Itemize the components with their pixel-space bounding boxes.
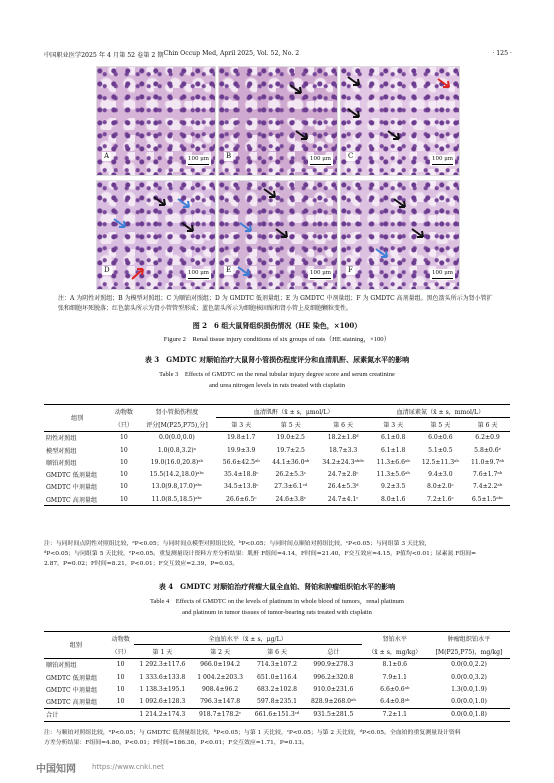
col-header-kidney-unit: （x̄ ± s，mg/kg）: [368, 648, 422, 656]
table-cell-kidney: 7.9±1.1: [382, 673, 408, 681]
table-cell-kidney: 6.4±0.8ᵃᵇ: [380, 698, 410, 706]
blue-arrow-icon: [375, 247, 391, 261]
figure-caption-cn: 图 2 6 组大鼠肾组织损伤情况（HE 染色，×100）: [192, 321, 362, 330]
table-cell-score: 19.0(16.0,20.8)ᵃᵇ: [150, 458, 203, 466]
col-header-n: 动物数: [110, 405, 137, 418]
blue-arrow-icon: [237, 265, 253, 279]
table-cell-bun3: 8.0±1.6: [371, 493, 416, 506]
table-cell-scr5: 24.6±3.8ᶜ: [266, 493, 316, 506]
table-cell-n: 10: [119, 471, 128, 479]
table-cell-d1: 1 333.6±133.8: [139, 673, 186, 681]
col-header-tumor: 肿瘤组织铂水平: [428, 632, 510, 645]
col-header-day3: 第 3 天: [231, 421, 252, 429]
running-header: [44, 50, 512, 59]
table-cell-scr3: 56.6±42.5ᵃᵇ: [222, 458, 260, 466]
table-cell-group: GMDTC 低剂量组: [46, 472, 98, 480]
table-cell-group: GMDTC 高剂量组: [44, 493, 110, 506]
table-cell-group: 阴性对照组: [44, 431, 110, 444]
table-cell-bun5: 5.1±0.5: [428, 446, 453, 454]
table-cell-d6: 714.3±107.2: [249, 658, 305, 671]
table-cell-kidney: 8.1±0.6: [362, 658, 428, 671]
table-cell-scr5: 19.0±2.5: [266, 431, 316, 444]
table-cell-scr3: 19.8±1.7: [216, 431, 266, 444]
red-arrow-icon: [131, 267, 147, 281]
table-cell-bun6: 6.2±0.9: [465, 431, 510, 444]
journal-name-cn: 中国职业医学: [44, 52, 82, 59]
table-cell-bun5: 6.0±0.6: [416, 431, 466, 444]
col-header-day2: 第 2 天: [210, 648, 231, 656]
figure-2-micrographs: [96, 66, 460, 290]
table-cell-score: 0.0(0.0,0.0): [137, 431, 216, 444]
issue-info-cn: 2025 年 4 月第 52 卷第 2 期: [81, 52, 164, 59]
table-cell-scr5: 26.2±5.3ᶜ: [275, 471, 306, 479]
black-arrow-icon: [393, 197, 409, 211]
col-header-n-unit: （只）: [111, 648, 130, 656]
black-arrow-icon: [387, 129, 403, 143]
table-row: [44, 658, 510, 671]
table-cell-bun3: 9.2±3.5: [380, 483, 406, 491]
table-cell-d1: 1 214.2±174.3: [134, 708, 192, 721]
scale-bar: 100 μm: [308, 269, 333, 280]
table-cell-bun3: 6.1±0.8: [371, 431, 416, 444]
table-cell-bun6: 5.8±0.6ᵉ: [474, 446, 501, 454]
table-cell-bun5: 9.4±3.0: [428, 471, 453, 479]
figure-caption-en: Figure 2 Renal tissue injury conditions of six groups of rats（HE staining，×100）: [163, 336, 391, 343]
table-cell-group: GMDTC 高剂量组: [46, 699, 98, 707]
table-cell-d2: 908.4±96.2: [202, 685, 239, 693]
table-cell-n: 10: [110, 493, 137, 506]
table-3-note-line: ᵈP<0.05；与同组第 5 天比较，ᵉP<0.05。重复测量设计资料方差分析结果：肌酐 F组间=4.14，F时间=21.40，F交互效应=4.15，P值均<0.01；尿素氮 F组间=: [44, 551, 477, 557]
cnki-url[interactable]: https://www.cnki.net: [92, 763, 164, 771]
panel-label: D: [104, 266, 110, 274]
table-cell-score: 15.5(14.2,18.0)ᵃᵇᶜ: [149, 471, 205, 479]
table-cell-kidney: 6.6±0.6ᵃᵇ: [380, 685, 410, 693]
table-cell-group: 顺铂对照组: [46, 459, 77, 467]
table-cell-bun5: 12.5±11.3ᵃᵇ: [421, 458, 459, 466]
col-header-day6: 第 6 天: [477, 421, 498, 429]
micrograph-panel-e: [218, 180, 338, 290]
col-header-n: 动物数: [108, 632, 134, 645]
col-header-scr: 血清肌酐（x̄ ± s，μmol/L）: [216, 405, 370, 418]
table-cell-tumor: 1.3(0.0,1.9): [451, 685, 487, 693]
table-cell-scr3: 26.6±6.5ᶜ: [216, 493, 266, 506]
table-4-title-en-cont: and platinum in tumor tissues of tumor-bearing rats treated with cisplatin: [182, 609, 372, 616]
micrograph-panel-a: [96, 66, 216, 176]
table-cell-scr6: 26.4±5.3ᵈ: [327, 483, 359, 491]
table-cell-scr6: 24.7±2.8ᶜ: [327, 471, 359, 479]
table-cell-bun6: 7.6±1.7ᵃᵇ: [472, 471, 503, 479]
table-row: [44, 695, 510, 708]
panel-label: B: [226, 152, 232, 160]
table-3-title-cn: 表 3 GMDTC 对顺铂治疗大鼠肾小管损伤程度评分和血清肌酐、尿素氮水平的影响: [144, 355, 410, 364]
table-4: [44, 631, 510, 722]
table-cell-d1: 1 292.3±117.6: [134, 658, 192, 671]
table-cell-d6: 651.0±116.4: [257, 673, 298, 681]
table-row: [44, 671, 510, 683]
table-cell-scr6: 18.2±1.8ᵈ: [315, 431, 370, 444]
table-cell-tumor: 0.0(0.0,1.0): [451, 698, 487, 706]
table-3-note-line: 注：与同时间点阴性对照组比较，ᵃP<0.05；与同时间点模型对照组比较，ᵇP<0.05；与同时间点顺铂对照组比较，ᶜP<0.05；与同组第 3 天比较，: [44, 541, 431, 547]
table-cell-d1: 1 138.3±195.1: [139, 685, 186, 693]
col-header-n-unit: （只）: [114, 421, 133, 429]
col-header-day3: 第 3 天: [383, 421, 404, 429]
table-cell-bun5: 8.0±2.0ᶜ: [427, 483, 454, 491]
panel-label: F: [348, 266, 353, 274]
table-cell-scr6: 24.7±4.1ᶜ: [315, 493, 370, 506]
table-cell-n: [108, 708, 134, 721]
figure-note: 注：A 为阴性对照组；B 为模型对照组；C 为顺铂对照组；D 为 GMDTC 低剂量组；E 为 GMDTC 中剂量组；F 为 GMDTC 高剂量组。黑色箭头所示为肾小管扩张和细胞坏死脱落；红色箭头所示为肾小管管型形成；蓝色箭头所示为细胞核固缩和肾小管上皮细胞颗粒变性。: [58, 295, 493, 312]
table-cell-d1: 1 092.6±128.3: [139, 698, 186, 706]
col-header-total: 总计: [327, 648, 340, 656]
black-arrow-icon: [295, 129, 311, 143]
journal-name-en: Chin Occup Med, April 2025, Vol. 52, No. 2: [163, 50, 300, 57]
table-cell-total: 910.0±231.6: [313, 685, 354, 693]
table-cell-group: GMDTC 低剂量组: [46, 674, 98, 682]
table-cell-group: 合计: [44, 708, 108, 721]
table-cell-scr3: 34.5±13.8ᶜ: [224, 483, 259, 491]
table-cell-d2: 966.0±194.2: [191, 658, 249, 671]
scale-bar: 100 μm: [308, 155, 333, 166]
table-cell-bun6: 11.0±9.7ᵃᵇ: [470, 458, 505, 466]
table-cell-total: 828.9±268.0ᵃᵇ: [311, 698, 356, 706]
table-cell-n: 10: [116, 685, 125, 693]
table-cell-scr5: 44.1±36.0ᵃᵇ: [272, 458, 310, 466]
table-cell-scr6: 18.7±3.3: [328, 446, 358, 454]
blue-arrow-icon: [177, 197, 193, 211]
table-cell-bun3: 11.3±5.6ᵃᵇ: [376, 471, 410, 479]
table-cell-bun3: 11.3±6.6ᵃᵇ: [376, 458, 410, 466]
table-cell-scr5: 27.3±6.1ᶜᵈ: [274, 483, 308, 491]
table-row: [44, 708, 510, 721]
table-row: [44, 444, 510, 456]
col-header-day5: 第 5 天: [430, 421, 451, 429]
panel-label: A: [104, 152, 110, 160]
table-cell-tumor: 0.0(0.0,1.8): [428, 708, 510, 721]
table-row: [44, 493, 510, 506]
table-3-title-en-cont: and urea nitrogen levels in rats treated with cisplatin: [208, 382, 346, 389]
table-cell-n: 10: [108, 658, 134, 671]
table-cell-tumor: 0.0(0.0,2.2): [428, 658, 510, 671]
table-cell-d2: 1 004.2±203.3: [197, 673, 243, 681]
table-cell-scr6: 34.2±24.3ᵃᵇᵈᵉ: [322, 458, 365, 466]
panel-label: E: [226, 266, 232, 274]
micrograph-panel-d: [96, 180, 216, 290]
scale-bar: 100 μm: [186, 155, 211, 166]
col-header-tumor-unit: [M(P25,P75)，mg/kg]: [435, 648, 503, 656]
table-4-note: [44, 728, 514, 748]
micrograph-panel-b: [218, 66, 338, 176]
col-header-score: 肾小管损伤程度: [137, 405, 216, 418]
table-cell-tumor: 0.0(0.0,3.2): [451, 673, 487, 681]
table-4-title-cn: 表 4 GMDTC 对顺铂治疗荷瘤大鼠全血铂、肾铂和肿瘤组织铂水平的影响: [158, 582, 396, 591]
col-header-day1: 第 1 天: [152, 648, 173, 656]
table-4-note-line: 方差分析结果：F组间=4.80，P<0.01；F时间=186.36，P<0.01；F交互效应=1.71，P=0.13。: [44, 740, 308, 746]
table-row: [44, 456, 510, 468]
col-header-bun: 血清尿素氮（x̄ ± s，mmol/L）: [371, 405, 510, 418]
table-cell-total: 931.5±281.5: [305, 708, 362, 721]
table-cell-n: 10: [119, 446, 128, 454]
table-4-note-line: 注：与顺铂对照组比较，ᵃP<0.05；与 GMDTC 低剂量组比较，ᵇP<0.05；与第 1 天比较，ᶜP<0.05；与第 2 天比较，ᵈP<0.05。全血铂的重复测量设计资料: [44, 730, 461, 736]
table-cell-d2: 796.3±147.8: [200, 698, 241, 706]
table-cell-n: 10: [116, 673, 125, 681]
table-cell-kidney: 7.2±1.1: [362, 708, 428, 721]
table-cell-d6: 683.2±102.8: [257, 685, 298, 693]
cnki-logo: 中国知网: [36, 764, 76, 775]
red-arrow-icon: [437, 77, 453, 91]
table-cell-group: 顺铂对照组: [44, 658, 108, 671]
black-arrow-icon: [181, 221, 197, 235]
scale-bar: 100 μm: [430, 155, 455, 166]
table-3-title-en: Table 3 Effects of GMDTC on the renal tubular injury degree score and serum creatinine: [159, 371, 395, 378]
table-cell-n: 10: [119, 458, 128, 466]
black-arrow-icon: [347, 75, 363, 89]
page-number: · 125 ·: [492, 50, 512, 57]
black-arrow-icon: [347, 107, 363, 121]
col-header-day5: 第 5 天: [280, 421, 301, 429]
table-cell-total: 990.9±278.3: [305, 658, 362, 671]
black-arrow-icon: [411, 227, 427, 241]
table-3-note-line: 2.87，P=0.02；F时间=8.21，P<0.01；F交互效应=2.39，P=0.03。: [44, 561, 239, 567]
black-arrow-icon: [289, 83, 305, 97]
table-cell-bun6: 7.4±2.2ᵃᵇ: [472, 483, 503, 491]
table-cell-scr3: 19.9±3.9: [227, 446, 256, 454]
table-cell-score: 1.0(0.8,3.2)ᵃ: [157, 446, 196, 454]
col-header-score-unit: 评分[M(P25,P75),分]: [146, 421, 208, 429]
scale-bar: 100 μm: [186, 269, 211, 280]
col-header-day6: 第 6 天: [267, 648, 288, 656]
col-header-blood: 全血铂水平（x̄ ± s，μg/L）: [134, 632, 362, 645]
col-header-kidney: 肾铂水平: [362, 632, 428, 645]
table-cell-n: 10: [116, 698, 125, 706]
table-cell-d2: 918.7±178.2ᶜ: [191, 708, 249, 721]
table-cell-n: 10: [110, 431, 137, 444]
black-arrow-icon: [153, 195, 169, 209]
table-row: [44, 481, 510, 493]
micrograph-panel-f: [340, 180, 460, 290]
table-row: [44, 431, 510, 444]
table-cell-bun5: 7.2±1.6ᶜ: [416, 493, 466, 506]
table-row: [44, 683, 510, 695]
table-cell-bun3: 6.1±1.8: [380, 446, 406, 454]
table-cell-n: 10: [119, 483, 128, 491]
black-arrow-icon: [263, 187, 279, 201]
blue-arrow-icon: [113, 217, 129, 231]
micrograph-panel-c: [340, 66, 460, 176]
table-4-title-en: Table 4 Effects of GMDTC on the levels of platinum in whole blood of tumors，renal platinum: [150, 598, 404, 605]
col-header-day6: 第 6 天: [333, 421, 354, 429]
table-cell-score: 11.0(8.5,18.5)ᵃᵇᶜ: [137, 493, 216, 506]
blue-arrow-icon: [239, 221, 255, 235]
scale-bar: 100 μm: [430, 269, 455, 280]
table-cell-group: GMDTC 中剂量组: [46, 686, 98, 694]
table-cell-d6: 661.6±151.3ᶜᵈ: [249, 708, 305, 721]
table-cell-total: 996.2±320.8: [313, 673, 354, 681]
col-header-group: 组别: [44, 405, 110, 432]
table-cell-group: 模型对照组: [46, 447, 77, 455]
table-cell-scr3: 35.4±18.8ᶜ: [224, 471, 259, 479]
table-3-note: [44, 539, 514, 569]
table-3: [44, 404, 510, 506]
table-cell-group: GMDTC 中剂量组: [46, 484, 98, 492]
table-cell-scr5: 19.7±2.5: [276, 446, 305, 454]
black-arrow-icon: [275, 227, 291, 241]
col-header-group: 组别: [44, 632, 108, 659]
table-cell-score: 13.0(9.8,17.0)ᵃᵇᶜ: [151, 483, 203, 491]
panel-label: C: [348, 152, 354, 160]
table-cell-d6: 597.8±235.1: [257, 698, 298, 706]
table-row: [44, 468, 510, 480]
table-cell-bun6: 6.5±1.5ᵃᵇᶜ: [465, 493, 510, 506]
